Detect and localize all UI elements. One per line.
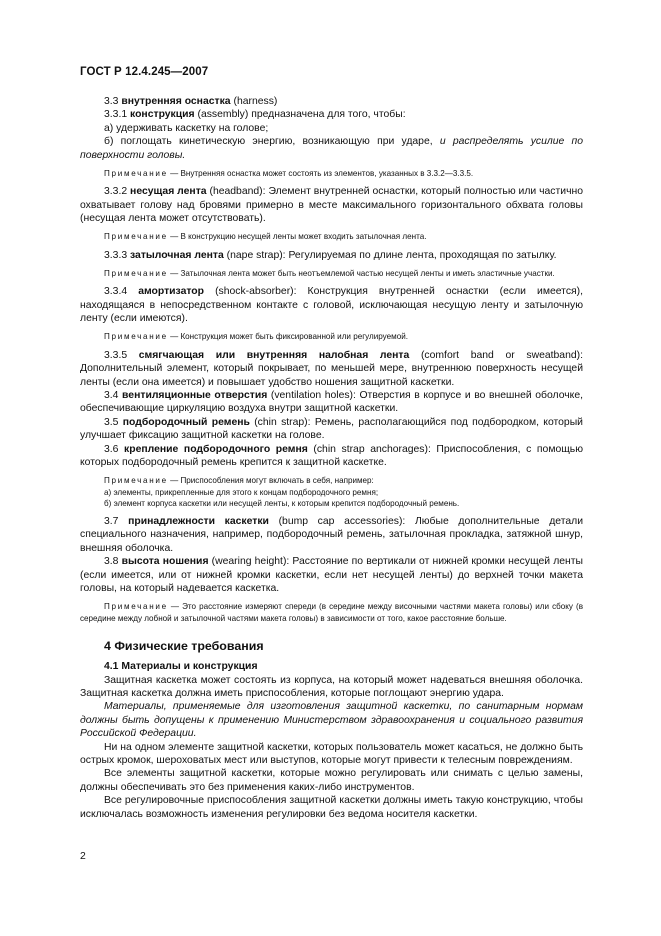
paragraph-5: Все регулировочные приспособления защитной каскетки должны иметь такую конструкцию, чтобы исключалась возможность изменения регулировки без ведома носителя каскетки. — [80, 795, 583, 820]
clause-3-7: 3.7 принадлежности каскетки (bump cap accessories): Любые дополнительные детали специального назначения, например, подбородочный ремень, затылочная прокладка, затяжной шнур, внешняя оболочка. — [80, 515, 583, 554]
page-number: 2 — [80, 851, 86, 862]
note-5-item-b: б) элемент корпуса каскетки или несущей ленты, к которым крепится подбородочный ремень. — [104, 498, 460, 508]
subsection-4-1-heading: 4.1 Материалы и конструкция — [104, 661, 258, 673]
clause-3-3-4: 3.3.4 амортизатор (shock-absorber): Конструкция внутренней оснастки (если имеется), находящаяся в непосредственном контакте с головой, исключающая несущую ленту и затылочную ленту (если имеются). — [80, 286, 583, 325]
clause-3-5: 3.5 подбородочный ремень (chin strap): Ремень, располагающийся под подбородком, который улучшает фиксацию защитной каскетки на голове. — [80, 416, 583, 442]
document-header: ГОСТ Р 12.4.245—2007 — [80, 66, 209, 78]
clause-3-4: 3.4 вентиляционные отверстия (ventilation holes): Отверстия в корпусе и во внешней оболочке, обеспечивающие циркуляцию воздуха внутри защитной каскетки. — [80, 389, 584, 415]
note-6: Примечание — Это расстояние измеряют спереди (в середине между височными частями макета головы) или сбоку (в середине между лобной и затылочной частями макета головы) в зависимости от того, какое расстояние больше. — [80, 602, 583, 623]
clause-3-3-5: 3.3.5 смягчающая или внутренняя налобная лента (comfort band or sweatband): Дополнительный элемент, который покрывает, по меньшей мере, внутреннюю поверхность несущей ленты (если она имеется) и повышает удобство ношения защитной каскетки. — [80, 349, 583, 388]
note-2: Примечание — В конструкцию несущей ленты может входить затылочная лента. — [104, 232, 427, 242]
paragraph-1: Защитная каскетка может состоять из корпуса, на который может надеваться внешняя оболочка. Защитная каскетка должна иметь приспособления, которые поглощают энергию удара. — [80, 674, 583, 700]
section-4-heading: 4 Физические требования — [104, 638, 264, 653]
clause-3-3-2: 3.3.2 несущая лента (headband): Элемент внутренней оснастки, который полностью или частично охватывает голову над бровями примерно в месте максимального горизонтального обхвата головы (несущая лента может отсутствовать). — [80, 186, 583, 225]
clause-3-6: 3.6 крепление подбородочного ремня (chin strap anchorages): Приспособления, с помощью которых подбородочный ремень крепится к защитной каскетке. — [80, 443, 584, 468]
note-4: Примечание — Конструкция может быть фиксированной или регулируемой. — [104, 332, 408, 342]
clause-3-3-1-item-b: б) поглощать кинетическую энергию, возникающую при ударе, и распределять усилие по поверхности головы. — [80, 136, 583, 161]
clause-3-3-1: 3.3.1 конструкция (assembly) предназначена для того, чтобы: — [104, 109, 406, 121]
paragraph-2: Материалы, применяемые для изготовления защитной каскетки, по санитарным нормам должны быть допущены к применению Министерством здравоохранения и социального развития Российской Федерации. — [80, 701, 583, 740]
clause-3-8: 3.8 высота ношения (wearing height): Расстояние по вертикали от нижней кромки несущей ленты (если имеется, или от нижней кромки каскетки, если нет несущей ленты) до верхней точки макета головы, на который надевается каскетка. — [80, 556, 584, 594]
clause-3-3-3: 3.3.3 затылочная лента (nape strap): Регулируемая по длине лента, проходящая по затылку. — [104, 249, 557, 261]
note-5: Примечание — Приспособления могут включать в себя, например: — [104, 476, 374, 486]
clause-3-3-1-item-a: а) удерживать каскетку на голове; — [104, 122, 269, 134]
note-1: Примечание — Внутренняя оснастка может состоять из элементов, указанных в 3.3.2—3.3.5. — [104, 169, 474, 179]
paragraph-3: Ни на одном элементе защитной каскетки, которых пользователь может касаться, не должно быть острых кромок, шероховатых мест или выступов, которые могут привести к телесным повреждениям. — [80, 741, 583, 767]
note-3: Примечание — Затылочная лента может быть неотъемлемой частью несущей ленты и иметь эластичные участки. — [104, 269, 555, 279]
clause-3-3: 3.3 внутренняя оснастка (harness) — [104, 96, 278, 107]
note-5-item-a: а) элементы, прикрепленные для этого к концам подбородочного ремня; — [104, 487, 379, 497]
paragraph-4: Все элементы защитной каскетки, которые можно регулировать или снимать с целью замены, должны обеспечивать это без применения каких-либо инструментов. — [80, 768, 583, 793]
document-body — [80, 95, 583, 821]
